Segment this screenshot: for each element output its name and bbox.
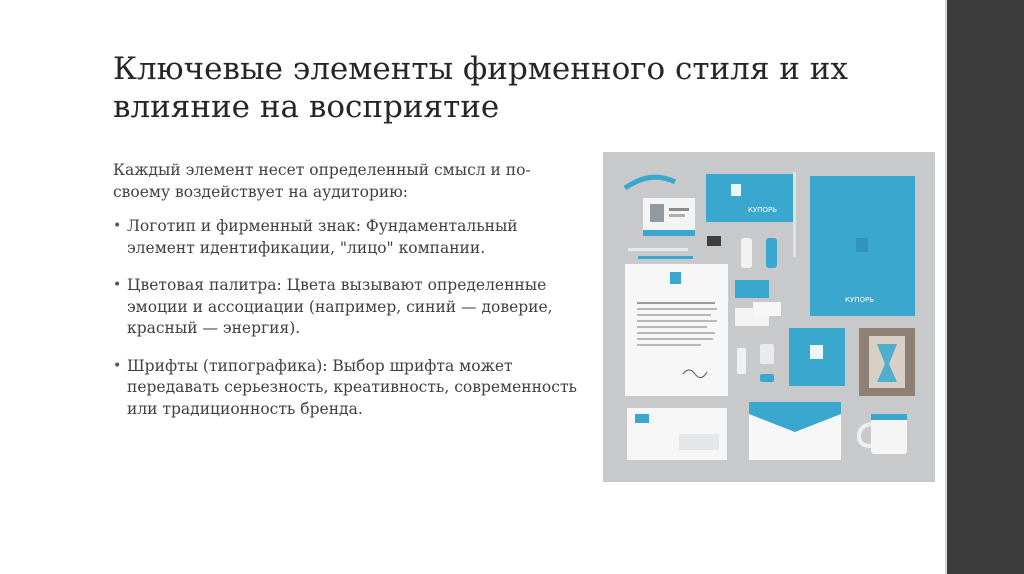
bullet-list [113,216,583,420]
brand-identity-mockup-image [603,152,935,482]
slide-body [113,160,583,436]
flag-brand-label: КУПОРЬ [748,206,778,214]
pen [638,256,693,259]
notebook [810,176,915,316]
hourglass-print [859,328,915,396]
bullet-colors: • Цветовая палитра: Цвета вызывают определенные эмоции и ассоциации (например, синий — доверие, красный — энергия). [113,275,583,340]
slide-title: Ключевые элементы фирменного стиля и их влияние на восприятие [113,51,848,125]
binder-clip [707,236,721,246]
cd-case [789,328,845,386]
bullet-fonts: • Шрифты (типографика): Выбор шрифта может передавать серьезность, креативность, современность или традиционность бренда. [113,356,583,421]
pen [628,248,688,251]
pen-white [737,348,746,374]
lighter-blue [766,238,777,268]
right-side-bar [947,0,1024,574]
notebook-brand-label: КУПОРЬ [845,296,875,304]
intro-text: Каждый элемент несет определенный смысл и по-своему воздействует на аудиторию: [113,161,531,201]
envelope-window [627,408,727,460]
business-card-blue [735,280,769,298]
letterhead [625,264,728,396]
business-card-white [753,302,781,316]
envelope-open [749,402,841,460]
lighter-white [741,238,752,268]
bullet-logo: • Логотип и фирменный знак: Фундаментальный элемент идентификации, "лицо" компании. [113,216,583,259]
usb-drive [760,344,774,364]
usb-drive-blue [760,374,774,382]
